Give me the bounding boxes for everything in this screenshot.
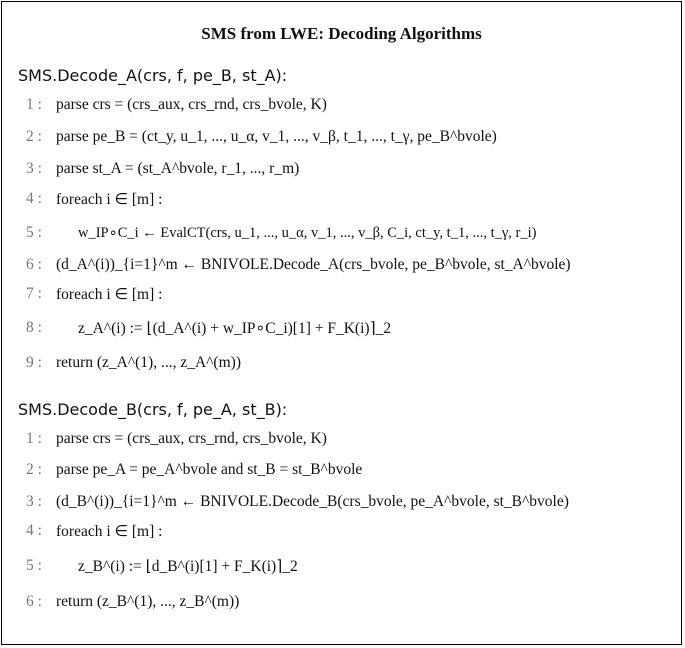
- line-number: 3 :: [26, 160, 42, 177]
- algo-a-line-2: [26, 122, 497, 152]
- algo-b-line-3: [26, 487, 569, 517]
- algo-b-line-5: [26, 551, 298, 581]
- algo-b-line-2: [26, 455, 362, 485]
- algo-a-line-4: [26, 184, 162, 214]
- line-text: foreach i ∈ [m] :: [56, 285, 163, 303]
- line-number: 1 :: [26, 430, 42, 447]
- line-number: 3 :: [26, 493, 42, 510]
- line-number: 2 :: [26, 128, 42, 145]
- line-text: z_A^(i) := ⌊(d_A^(i) + w_IP∘C_i)[1] + F_K(i)⌉_2: [78, 319, 392, 337]
- algo-a-line-9: [26, 348, 241, 378]
- line-text: z_B^(i) := ⌊d_B^(i)[1] + F_K(i)⌉_2: [78, 557, 298, 575]
- algo-a-line-8: [26, 313, 391, 343]
- algo-a-line-6: [26, 250, 571, 280]
- line-text: return (z_A^(1), ..., z_A^(m)): [56, 354, 241, 371]
- line-text: (d_A^(i))_{i=1}^m ← BNIVOLE.Decode_A(crs_bvole, pe_B^bvole, st_A^bvole): [56, 256, 571, 273]
- algo-a-line-3: [26, 154, 299, 184]
- line-number: 9 :: [26, 354, 42, 371]
- algo-b-line-6: [26, 587, 239, 617]
- algo-b-header: SMS.Decode_B(crs, f, pe_A, st_B):: [18, 400, 288, 419]
- line-text: foreach i ∈ [m] :: [56, 190, 163, 208]
- line-text: (d_B^(i))_{i=1}^m ← BNIVOLE.Decode_B(crs_bvole, pe_A^bvole, st_B^bvole): [56, 493, 569, 510]
- algorithm-box: [1, 1, 682, 645]
- line-text: parse pe_B = (ct_y, u_1, ..., u_α, v_1, ..., v_β, t_1, ..., t_γ, pe_B^bvole): [56, 128, 497, 145]
- figure-title: SMS from LWE: Decoding Algorithms: [201, 24, 482, 43]
- line-number: 4 :: [26, 522, 42, 539]
- line-number: 1 :: [26, 96, 42, 113]
- line-number: 7 :: [26, 285, 42, 302]
- line-text: w_IP∘C_i ← EvalCT(crs, u_1, ..., u_α, v_1, ..., v_β, C_i, ct_y, t_1, ..., t_γ, r_i): [78, 224, 537, 241]
- line-text: parse crs = (crs_aux, crs_rnd, crs_bvole, K): [56, 96, 327, 113]
- line-number: 5 :: [26, 224, 42, 241]
- algo-a-line-7: [26, 279, 162, 309]
- line-number: 2 :: [26, 461, 42, 478]
- line-text: foreach i ∈ [m] :: [56, 522, 163, 540]
- algo-a-line-5: [26, 218, 536, 248]
- algo-a-line-1: [26, 90, 327, 120]
- line-text: parse st_A = (st_A^bvole, r_1, ..., r_m): [56, 160, 300, 177]
- line-number: 6 :: [26, 256, 42, 273]
- line-number: 6 :: [26, 593, 42, 610]
- line-text: return (z_B^(1), ..., z_B^(m)): [56, 593, 240, 610]
- algo-a-header: SMS.Decode_A(crs, f, pe_B, st_A):: [18, 66, 288, 85]
- line-number: 4 :: [26, 190, 42, 207]
- line-text: parse crs = (crs_aux, crs_rnd, crs_bvole, K): [56, 430, 327, 447]
- line-number: 8 :: [26, 319, 42, 336]
- algo-b-line-1: [26, 424, 327, 454]
- algo-b-line-4: [26, 516, 162, 546]
- line-number: 5 :: [26, 557, 42, 574]
- line-text: parse pe_A = pe_A^bvole and st_B = st_B^bvole: [56, 461, 363, 478]
